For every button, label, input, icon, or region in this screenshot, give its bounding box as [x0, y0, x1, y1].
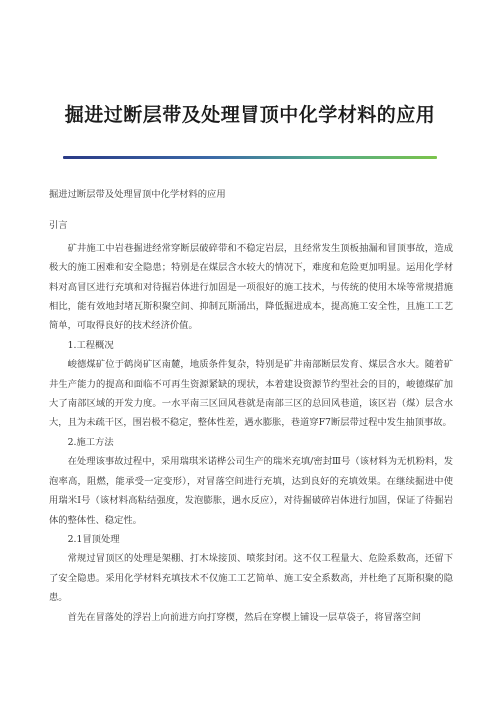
section-label-intro: 引言 [49, 220, 68, 232]
document-subtitle: 掘进过断层带及处理冒顶中化学材料的应用 [49, 189, 226, 200]
heading-project-overview: 1.工程概况 [67, 339, 114, 351]
paragraph-construction-method: 在处理该事故过程中，采用瑞琪米诺桦公司生产的瑞米充填/密封Ⅲ号（该材料为无机粉料，发泡率高，阻燃，能承受一定变形），对冒落空间进行充填，达到良好的充填效果。在继续掘进中使用瑞米Ⅰ号（该材料高粘结强度，发泡膨胀，遇水反应），对待掘破碎岩体进行加固，保证了待掘岩体的整体性、稳定性。 [49, 456, 453, 526]
paragraph-intro: 矿井施工中岩巷掘进经常穿断层破碎带和不稳定岩层，且经常发生顶板抽漏和冒顶事故，造成极大的施工困难和安全隐患；特别是在煤层含水较大的情况下，难度和危险更加明显。运用化学材料对高冒区进行充填和对待掘岩体进行加固是一项很好的施工技术，与传统的使用木垛等常规措施相比，能有效地封堵瓦斯积聚空间、抑制瓦斯涌出，降低掘进成本，提高施工安全性，且施工工艺简单，可取得良好的技术经济价值。 [49, 242, 453, 332]
paragraph-project-overview: 峻德煤矿位于鹤岗矿区南麓，地质条件复杂，特别是矿井南部断层发育、煤层含水大。随着矿井生产能力的提高和面临不可再生资源紧缺的现状，本着建设资源节约型社会的目的，峻德煤矿加大了南部区域的开发力度。一水平南三区回风巷就是南部三区的总回风巷道，该区岩（煤）层含水大，且为未疏干区，围岩极不稳定，整体性差，遇水膨胀，巷道穿F7断层带过程中发生抽顶事故。 [49, 359, 453, 429]
title-divider [63, 156, 437, 159]
document-body [49, 185, 453, 627]
heading-roof-fall-treatment: 2.1冒顶处理 [67, 533, 120, 545]
heading-construction-method: 2.施工方法 [67, 436, 114, 448]
paragraph-roof-fall-treatment: 常规过冒顶区的处理是架棚、打木垛接顶、喷浆封闭。这不仅工程量大、危险系数高，还留下了安全隐患。采用化学材料充填技术不仅施工工艺简单、施工安全系数高，并杜绝了瓦斯积聚的隐患。 [49, 553, 453, 604]
document-title: 掘进过断层带及处理冒顶中化学材料的应用 [64, 104, 436, 126]
paragraph-first-step: 首先在冒落处的浮岩上向前进方向打穿楔，然后在穿楔上铺设一层草袋子，将冒落空间 [67, 611, 421, 623]
